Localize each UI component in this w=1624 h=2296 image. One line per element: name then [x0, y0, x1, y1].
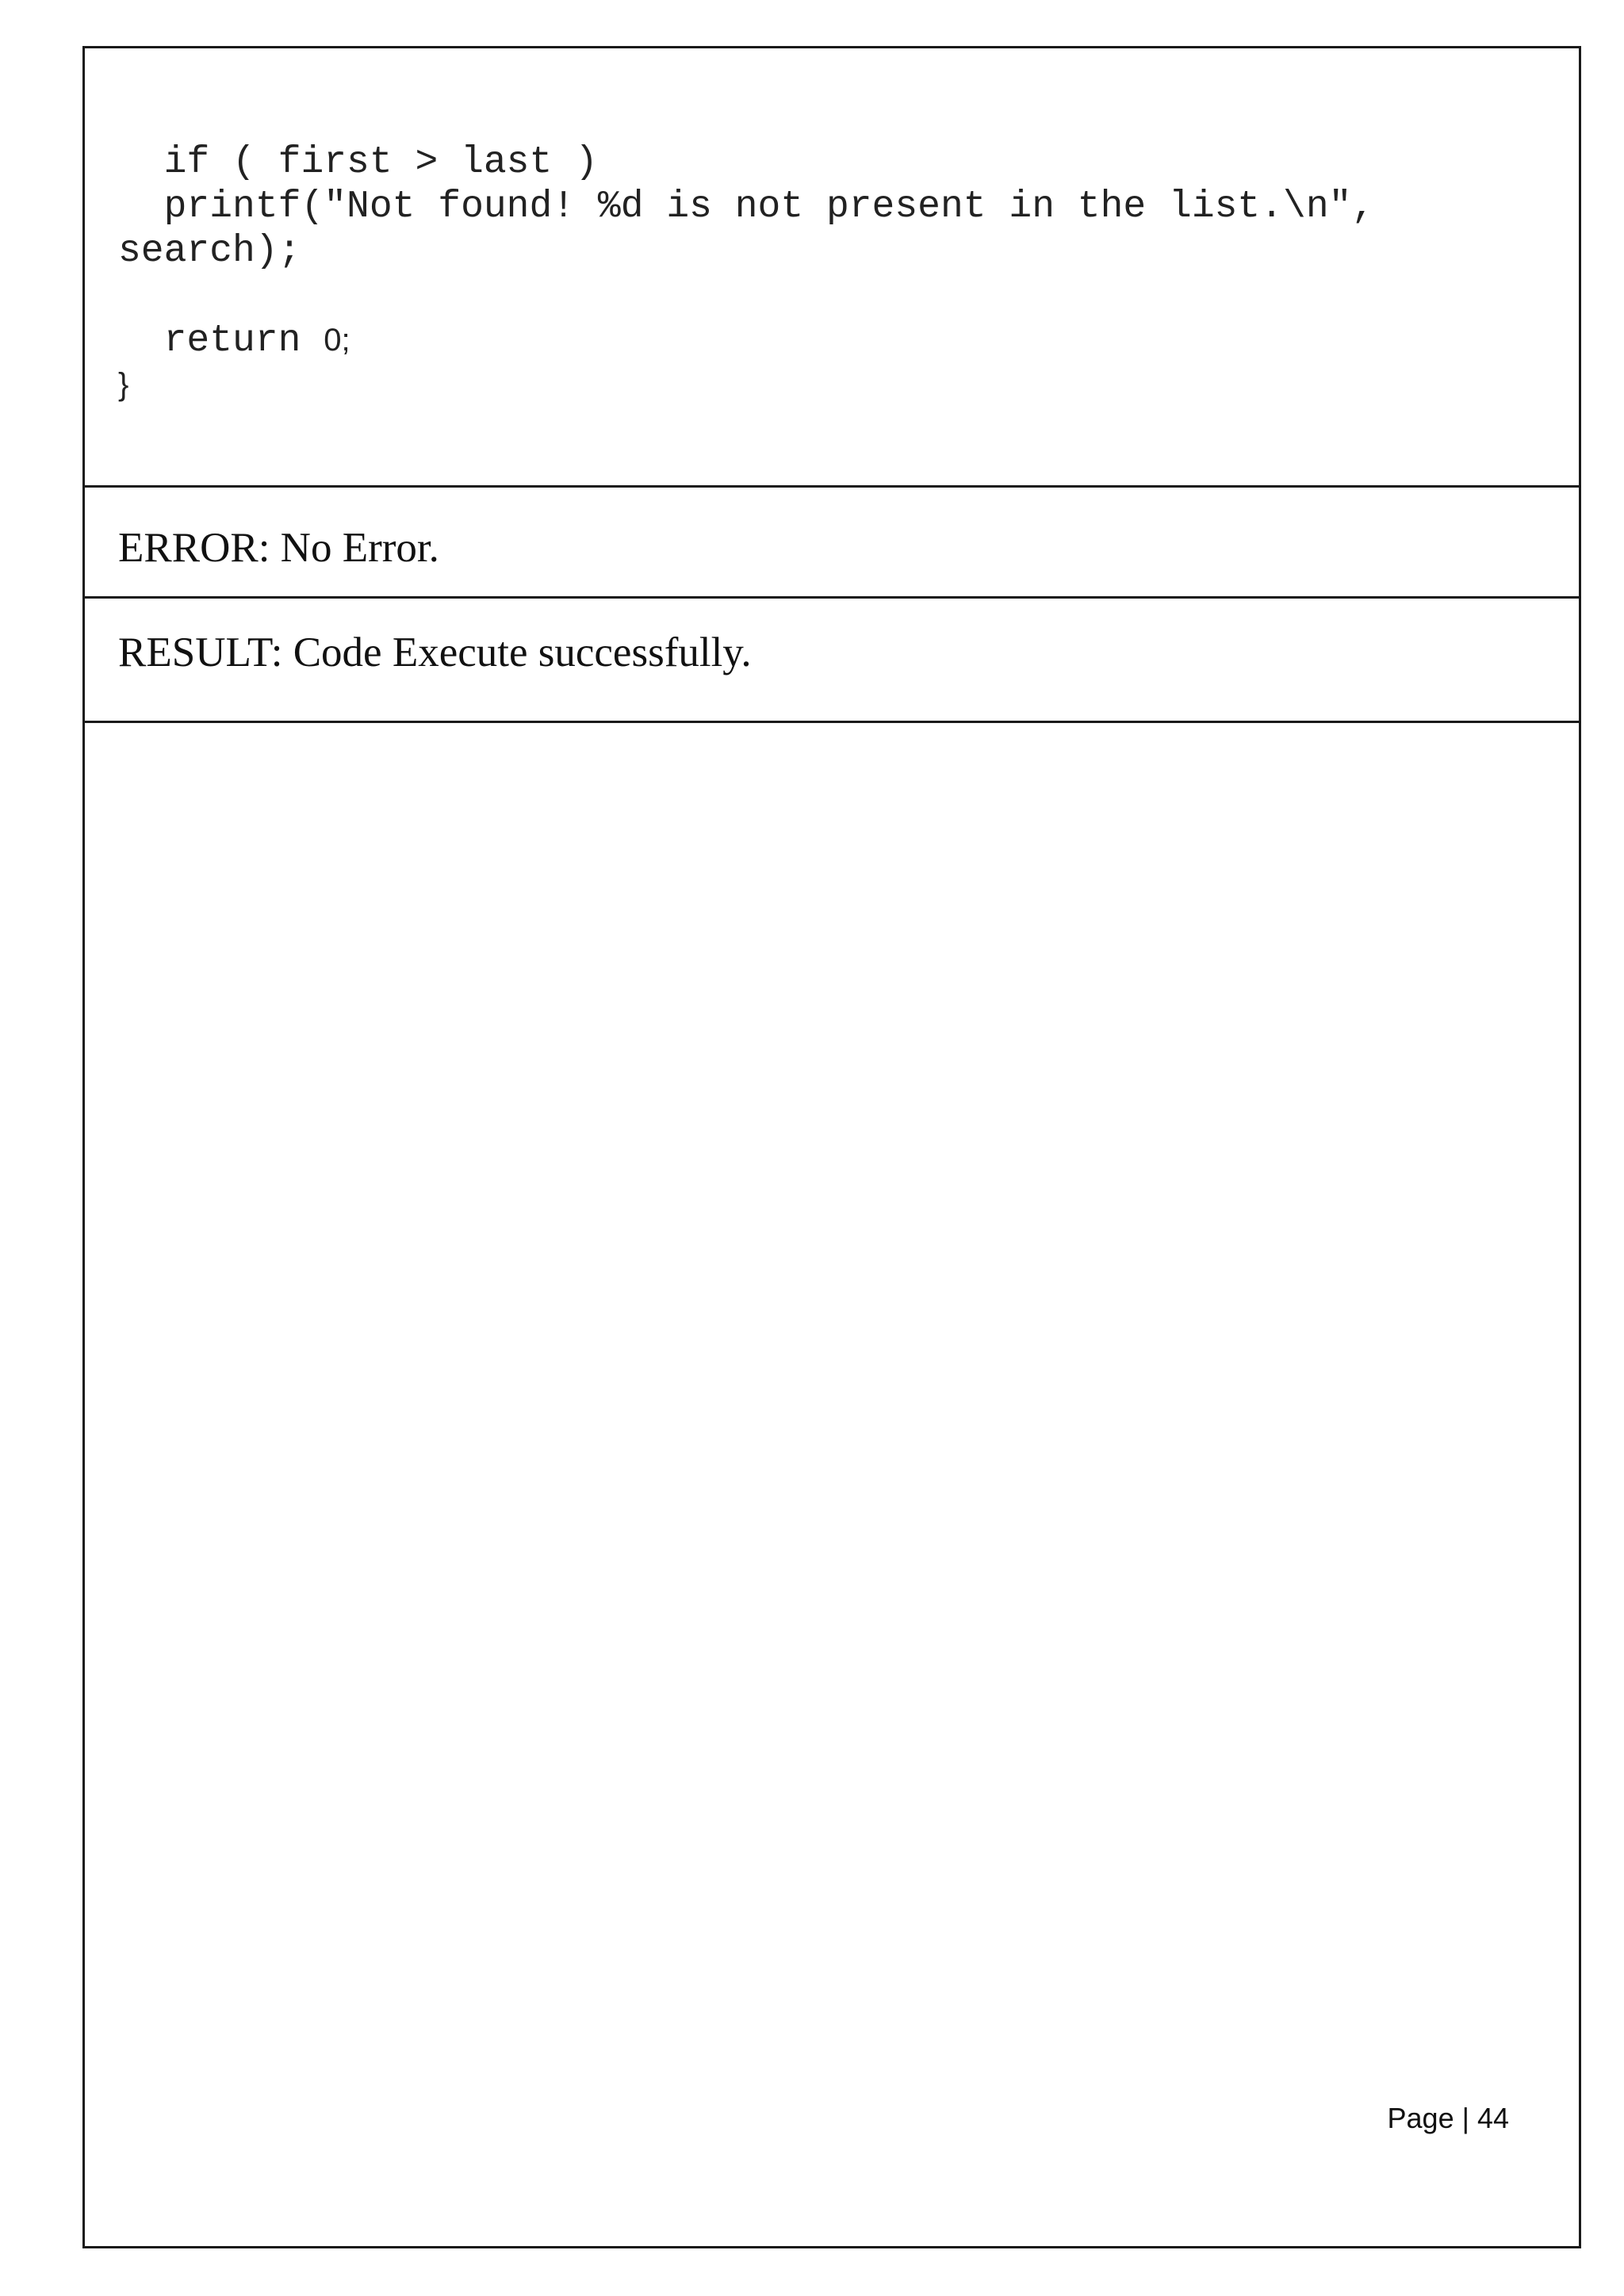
code-section [85, 48, 1579, 488]
result-text: RESULT: Code Execute successfully. [118, 629, 752, 675]
code-line-close-brace [118, 362, 1374, 407]
error-row [85, 488, 1579, 599]
code-line-blank [118, 274, 1374, 318]
code-block [118, 140, 1374, 407]
page-frame [82, 46, 1581, 2248]
code-line-printf: printf("Not found! %d is not present in the list.\n", [118, 186, 1375, 228]
return-keyword: return [118, 320, 324, 362]
error-text: ERROR: No Error. [118, 525, 439, 571]
code-line-return [118, 318, 1374, 362]
close-brace: } [118, 367, 129, 402]
page-number: Page | 44 [1387, 2102, 1509, 2134]
code-line-search: search); [118, 230, 301, 273]
result-row [85, 599, 1579, 723]
code-line-if: if ( first > last ) [118, 141, 598, 184]
return-value: 0; [324, 323, 350, 358]
